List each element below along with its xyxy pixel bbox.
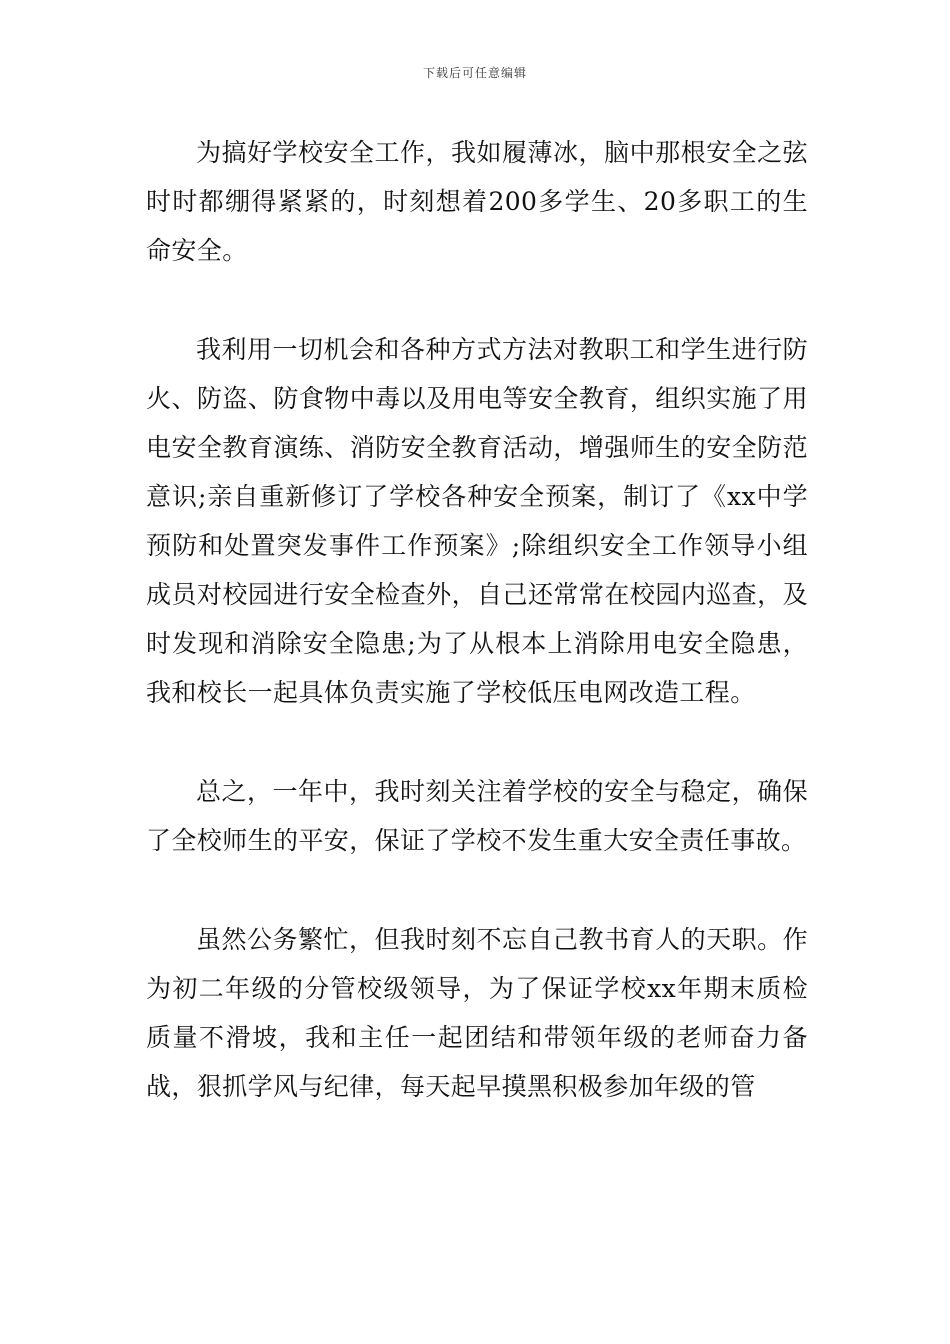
document-body [146, 128, 808, 1161]
paragraph-summary: 总之，一年中，我时刻关注着学校的安全与稳定，确保了全校师生的平安，保证了学校不发生重大安全责任事故。 [146, 777, 808, 855]
paragraph-safety-education: 我利用一切机会和各种方式方法对教职工和学生进行防火、防盗、防食物中毒以及用电等安全教育，组织实施了用电安全教育演练、消防安全教育活动，增强师生的安全防范意识;亲自重新修订了学校各种安全预案，制订了《xx中学预防和处置突发事件工作预案》;除组织安全工作领导小组成员对校园进行安全检查外，自己还常常在校园内巡查，及时发现和消除安全隐患;为了从根本上消除用电安全隐患，我和校长一起具体负责实施了学校低压电网改造工程。 [146, 335, 808, 707]
paragraph-safety-work: 为搞好学校安全工作，我如履薄冰，脑中那根安全之弦时时都绷得紧紧的，时刻想着200多学生、20多职工的生命安全。 [146, 138, 808, 265]
header-note: 下载后可任意编辑 [422, 66, 527, 80]
paragraph-teaching: 虽然公务繁忙，但我时刻不忘自己教书育人的天职。作为初二年级的分管校级领导，为了保证学校xx年期末质检质量不滑坡，我和主任一起团结和带领年级的老师奋力备战，狠抓学风与纪律，每天起早摸黑积极参加年级的管 [146, 925, 808, 1101]
